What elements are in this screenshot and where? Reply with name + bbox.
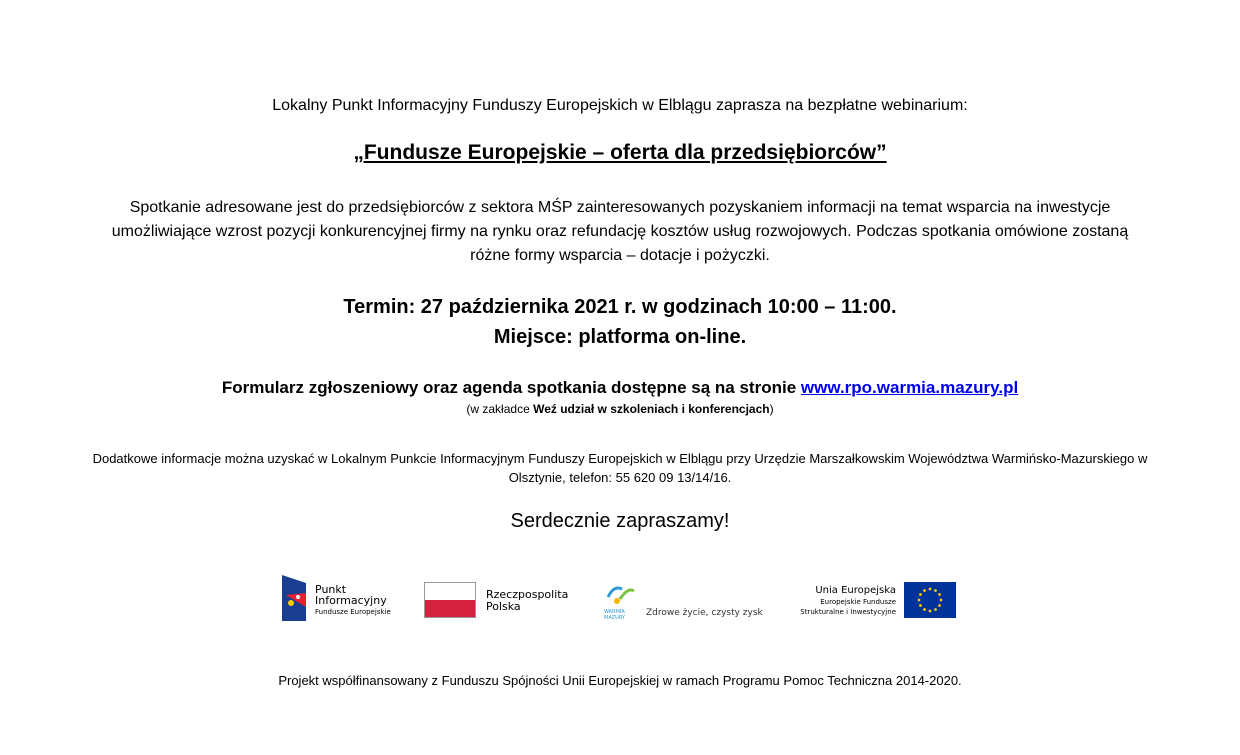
closing-text: Serdecznie zapraszamy!	[510, 510, 730, 532]
ue-line1: Unia Europejska	[815, 585, 896, 596]
eu-star	[938, 593, 941, 596]
tab-hint-suffix: )	[769, 402, 774, 416]
eu-star	[934, 608, 937, 611]
intro-text: Lokalny Punkt Informacyjny Funduszy Europejskich w Elblągu zaprasza na bezpłatne webinarium:	[272, 97, 968, 114]
punkt-line2: Informacyjny	[315, 594, 387, 607]
tab-hint-prefix: (w zakładce	[466, 402, 530, 416]
ue-line3: Strukturalne i Inwestycyjne	[800, 608, 896, 616]
rp-line2: Polska	[486, 600, 521, 613]
logo-bar	[0, 575, 1240, 625]
eu-star	[934, 589, 937, 592]
eu-star	[940, 599, 943, 602]
punkt-informacyjny-logo	[282, 575, 412, 625]
eu-star	[919, 604, 922, 607]
description: Spotkanie adresowane jest do przedsiębiorców z sektora MŚP zainteresowanych pozyskaniem informacji na temat wsparcia na inwestycje umożliwiające wzrost pozycji konkurencyjnej firmy na rynku oraz refundację kosztów usług rozwojowych. Podczas spotkania omówione zostaną różne formy wsparcia – dotacje i pożyczki.	[111, 199, 1129, 264]
eu-star	[919, 593, 922, 596]
warmia-slogan: Zdrowe życie, czysty zysk	[646, 608, 763, 618]
punkt-informacyjny-icon	[282, 575, 308, 623]
registration-text: Formularz zgłoszeniowy oraz agenda spotkania dostępne są na stronie	[221, 378, 797, 397]
eu-star	[929, 588, 932, 591]
ue-line2: Europejskie Fundusze	[820, 598, 896, 606]
punkt-line1: Punkt	[315, 583, 347, 596]
eu-star	[923, 589, 926, 592]
eu-flag-icon	[904, 582, 956, 618]
registration-info	[0, 378, 1240, 398]
eu-star	[929, 610, 932, 613]
event-details	[0, 292, 1240, 352]
rzeczpospolita-logo	[424, 575, 579, 625]
footer-text: Projekt współfinansowany z Funduszu Spójności Unii Europejskiej w ramach Programu Pomoc Techniczna 2014-2020.	[278, 673, 962, 688]
punkt-line3: Fundusze Europejskie	[315, 608, 391, 616]
tab-hint-name: Weź udział w szkoleniach i konferencjach	[533, 402, 770, 416]
warmia-mark: WARMIA MAZURY	[604, 609, 626, 621]
website-link[interactable]: www.rpo.warmia.mazury.pl	[800, 378, 1019, 397]
eu-star	[918, 599, 921, 602]
event-place: Miejsce: platforma on-line.	[493, 326, 747, 348]
eu-star	[938, 604, 941, 607]
unia-europejska-logo	[790, 575, 960, 625]
tab-hint	[0, 402, 1240, 416]
rp-line1: Rzeczpospolita	[486, 588, 569, 601]
polish-flag-icon	[424, 582, 476, 618]
eu-star	[923, 608, 926, 611]
warmia-mazury-logo	[604, 575, 764, 625]
webinar-title: „Fundusze Europejskie – oferta dla przedsiębiorców”	[353, 141, 887, 164]
additional-info: Dodatkowe informacje można uzyskać w Lokalnym Punkcie Informacyjnym Funduszy Europejskich w Elblągu przy Urzędzie Marszałkowskim Województwa Warmińsko-Mazurskiego w Olsztynie, telefon: 55 620 09 13/14/16.	[92, 451, 1148, 485]
event-date: Termin: 27 października 2021 r. w godzinach 10:00 – 11:00.	[343, 296, 897, 318]
